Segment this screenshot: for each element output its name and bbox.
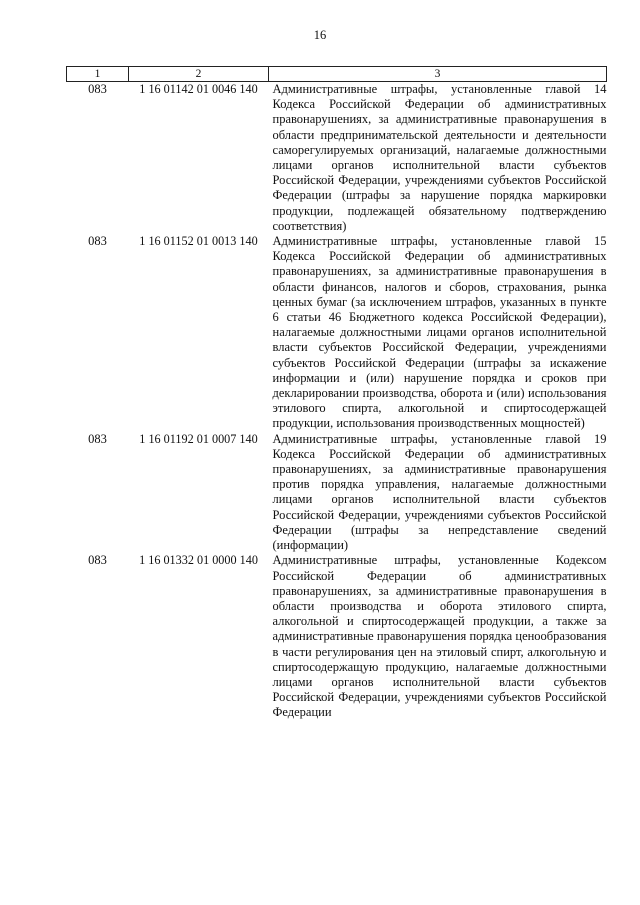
table-row bbox=[67, 553, 607, 720]
kbk-code-cell: 1 16 01192 01 0007 140 bbox=[139, 431, 258, 446]
description-cell: Административные штрафы, установленные главой 15 Кодекса Российской Федерации об административных правонарушениях, за административные правонарушения в области финансов, налогов и сборов, страхования, рынка ценных бумаг (за исключением штрафов, указанных в пункте 6 статьи 46 Бюджетного кодекса Российской Федерации), налагаемые должностными лицами органов исполнительной власти субъектов Российской Федерации, учреждениями субъектов Российской Федерации (штрафы за искажение информации и (или) нарушение порядка и сроков при декларировании производства, оборота и (или) использования этилового спирта, алкогольной и спиртосодержащей продукции, использования производственных мощностей) bbox=[272, 234, 607, 431]
admin-code-cell: 083 bbox=[88, 431, 107, 446]
admin-code-cell: 083 bbox=[88, 82, 107, 96]
header-column-3: 3 bbox=[269, 67, 607, 82]
header-column-1: 1 bbox=[67, 67, 129, 82]
table-row bbox=[67, 82, 607, 235]
description-cell: Административные штрафы, установленные главой 19 Кодекса Российской Федерации об административных правонарушениях, за административные правонарушения против порядка управления, налагаемые должностными лицами органов исполнительной власти субъектов Российской Федерации, учреждениями субъектов Российской Федерации (штрафы за непредставление сведений (информации) bbox=[272, 431, 607, 553]
description-cell: Административные штрафы, установленные главой 14 Кодекса Российской Федерации об административных правонарушениях, за административные правонарушения в области предпринимательской деятельности и деятельности саморегулируемых организаций, налагаемые должностными лицами органов исполнительной власти субъектов Российской Федерации, учреждениями субъектов Российской Федерации (штрафы за нарушение порядка маркировки продукции, подлежащей обязательному подтверждению соответствия) bbox=[272, 82, 607, 233]
kbk-code-cell: 1 16 01152 01 0013 140 bbox=[139, 234, 258, 249]
header-row bbox=[67, 67, 607, 82]
table-header bbox=[67, 67, 607, 82]
admin-code-cell: 083 bbox=[88, 553, 107, 568]
header-column-2: 2 bbox=[129, 67, 269, 82]
budget-codes-table bbox=[66, 66, 607, 721]
table-row bbox=[67, 234, 607, 432]
description-cell: Административные штрафы, установленные Кодексом Российской Федерации об административных правонарушениях, за административные правонарушения в области производства и оборота этилового спирта, алкогольной и спиртосодержащей продукции, а также за административные правонарушения порядка ценообразования в части регулирования цен на этиловый спирт, алкогольную и спиртосодержащую продукцию, налагаемые должностными лицами органов исполнительной власти субъектов Российской Федерации, учреждениями субъектов Российской Федерации bbox=[272, 553, 607, 720]
page-number: 16 bbox=[313, 28, 327, 42]
table-body bbox=[67, 82, 607, 721]
kbk-code-cell: 1 16 01142 01 0046 140 bbox=[139, 82, 258, 96]
kbk-code-cell: 1 16 01332 01 0000 140 bbox=[139, 553, 258, 568]
admin-code-cell: 083 bbox=[88, 234, 107, 249]
table-row bbox=[67, 432, 607, 554]
